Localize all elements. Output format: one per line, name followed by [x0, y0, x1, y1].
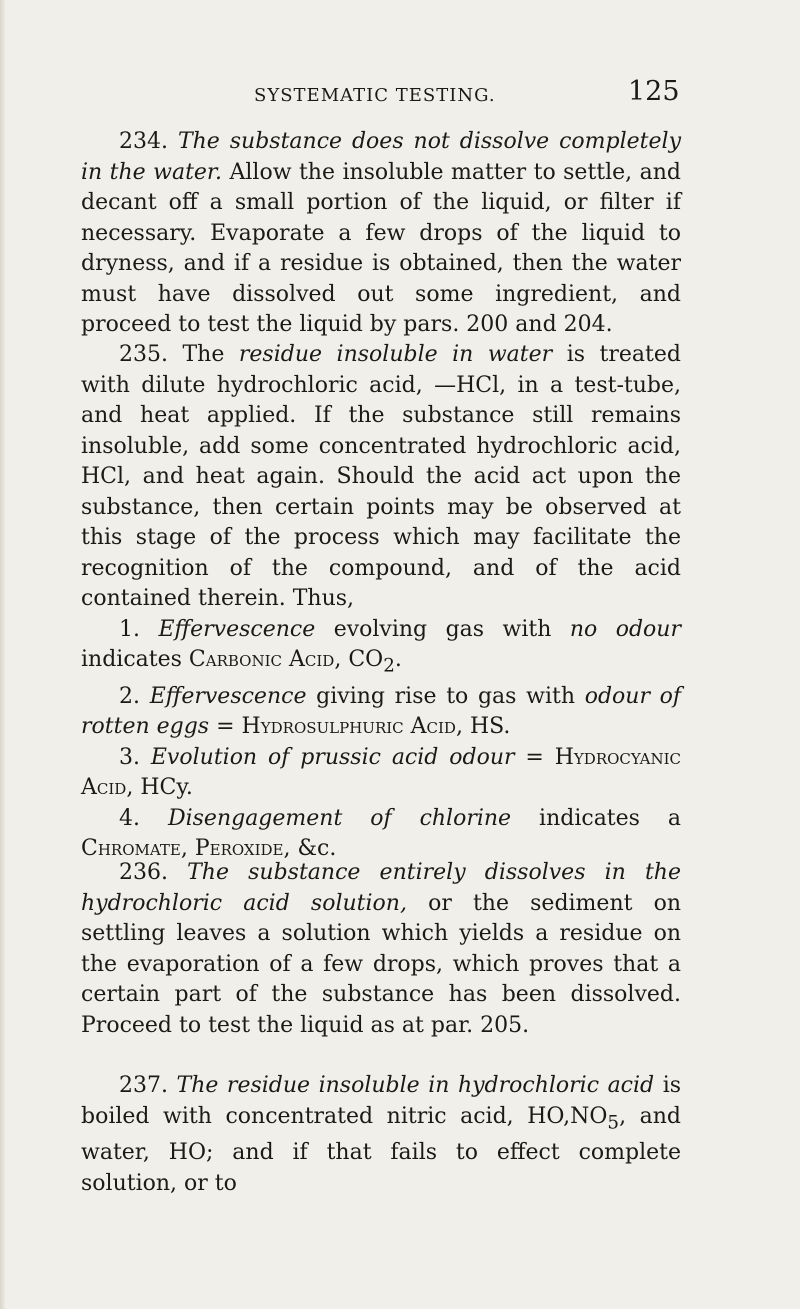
page-edge-shadow [0, 0, 6, 1309]
running-head: SYSTEMATIC TESTING. [254, 85, 496, 106]
paragraph-lead: residue insoluble in water [238, 342, 553, 367]
paragraph-body: Allow the insoluble matter to settle, and decant off a small portion of the liquid, or filter if necessary. Evaporate a few drops of the liquid to dryness, and if a residue is obtained, then the water must have dissolved out some ingredient, and proceed to test the liquid by pars. 200 and 204. [81, 159, 681, 337]
list-item: 1. Effervescence evolving gas with no odour indicates Carbonic Acid, $CO_2$. [81, 616, 681, 677]
paragraph-lead: The residue insoluble in hydrochloric acid [176, 1073, 655, 1098]
paragraph-234 [81, 127, 681, 341]
paragraph-body-cont: , and water, HO; and if that fails to effect complete solution, or to [81, 1103, 681, 1196]
paragraph-lead: The substance does not dissolve completely in the water. [81, 129, 682, 185]
paragraph-body: or the sediment on settling leaves a solution which yields a residue on the evaporation of a few drops, which proves that a certain part of the substance has been dissolved. Proceed to test the liquid as at par. 205. [81, 890, 681, 1038]
list-item: 4. Disengagement of chlorine indicates a Chromate, Peroxide, &c. [81, 805, 682, 862]
paragraph-number: 236. [119, 860, 168, 885]
paragraph-number: 237. [119, 1073, 168, 1098]
list-item: 2. Effervescence giving rise to gas with odour of rotten eggs = Hydrosulphuric Acid, HS. [81, 683, 682, 740]
paragraph-lead: The substance entirely dissolves in the hydrochloric acid solution, [81, 860, 681, 916]
page-header [0, 76, 800, 116]
paragraph-number: 234. [119, 129, 168, 154]
page-number: 125 [628, 76, 680, 107]
paragraph-pre: The [182, 342, 225, 367]
paragraph-body: is treated with dilute hydrochloric acid, —HCl, in a test-tube, and heat applied. If the substance still remains insoluble, add some concentrated hydrochloric acid, HCl, and heat again. Should the acid act upon the substance, then certain points may be observed at this stage of the process which may facilitate the recognition of the compound, and of the acid contained therein. Thus, [81, 342, 681, 611]
paragraph-body: is boiled with concentrated nitric acid, HO,NO [81, 1073, 682, 1129]
subscript: 5 [607, 1111, 620, 1133]
list-item: 3. Evolution of prussic acid odour = Hydrocyanic Acid, HCy. [81, 744, 681, 801]
paragraph-235 [81, 340, 681, 865]
paragraph-237 [81, 1071, 681, 1199]
paragraph-number: 235. [119, 342, 168, 367]
paragraph-236 [81, 858, 681, 1041]
